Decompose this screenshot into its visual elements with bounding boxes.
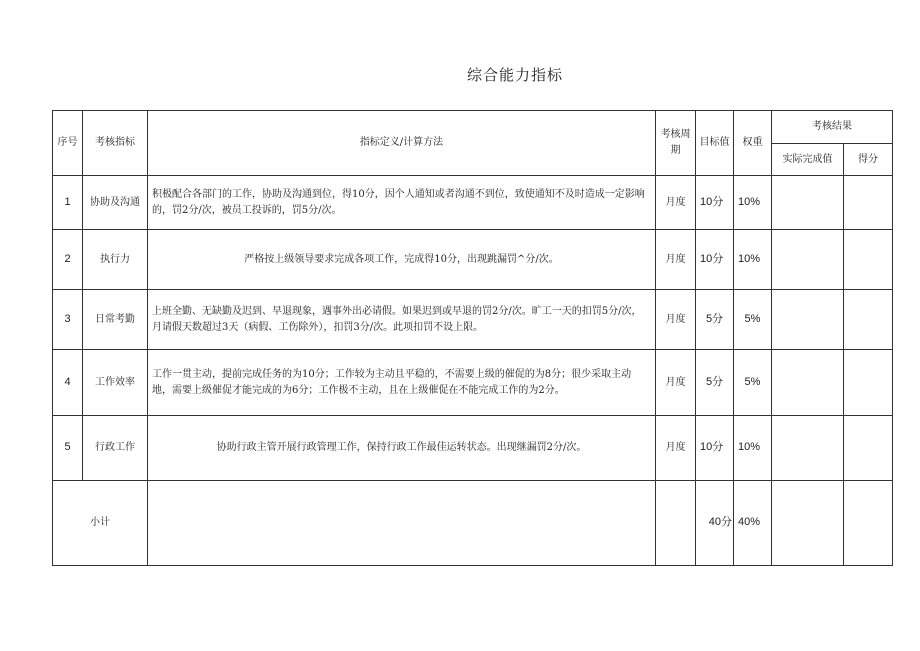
row-seq: 5: [53, 416, 83, 481]
row-seq: 4: [53, 350, 83, 416]
row-period: 月度: [656, 230, 696, 290]
row-weight: 10%: [734, 416, 772, 481]
row-definition: 协助行政主管开展行政管理工作，保持行政工作最佳运转状态。出现继漏罚2分/次。: [148, 416, 656, 481]
header-definition: 指标定义/计算方法: [148, 111, 656, 176]
row-definition: 上班全勤、无缺勤及迟到、早退现象，遇事外出必请假。如果迟到或早退的罚2分/次。旷工一天的扣罚5分/次，月请假天数超过3天（病假、工伤除外），扣罚3分/次。此项扣罚不设上限。: [148, 290, 656, 350]
header-row-1: [53, 111, 893, 144]
table-row: [53, 350, 893, 416]
subtotal-period: [656, 481, 696, 566]
row-item: 协助及沟通: [83, 176, 148, 230]
row-weight: 5%: [734, 290, 772, 350]
row-actual: [772, 416, 844, 481]
row-score: [844, 416, 893, 481]
header-seq: 序号: [53, 111, 83, 176]
row-seq: 1: [53, 176, 83, 230]
header-actual: 实际完成值: [772, 144, 844, 176]
row-score: [844, 176, 893, 230]
row-definition: 积极配合各部门的工作，协助及沟通到位，得10分，因个人通知或者沟通不到位，致使通知不及时造成一定影响的，罚2分/次，被员工投诉的，罚5分/次。: [148, 176, 656, 230]
row-actual: [772, 290, 844, 350]
row-target: 10分: [696, 230, 734, 290]
row-seq: 3: [53, 290, 83, 350]
page-title: 综合能力指标: [466, 66, 563, 84]
subtotal-definition: [148, 481, 656, 566]
row-item: 日常考勤: [83, 290, 148, 350]
row-weight: 5%: [734, 350, 772, 416]
row-target: 10分: [696, 416, 734, 481]
subtotal-target: 40分: [696, 481, 734, 566]
header-item: 考核指标: [83, 111, 148, 176]
row-period: 月度: [656, 176, 696, 230]
row-target: 5分: [696, 290, 734, 350]
row-actual: [772, 350, 844, 416]
row-definition: 严格按上级领导要求完成各项工作，完成得10分，出现跳漏罚^分/次。: [148, 230, 656, 290]
row-actual: [772, 176, 844, 230]
row-weight: 10%: [734, 176, 772, 230]
row-target: 10分: [696, 176, 734, 230]
header-weight: 权重: [734, 111, 772, 176]
table-row: [53, 416, 893, 481]
subtotal-label: 小计: [53, 481, 148, 566]
row-definition: 工作一贯主动，提前完成任务的为10分；工作较为主动且平稳的，不需要上级的催促的为8分；很少采取主动地，需要上级催促才能完成的为6分；工作极不主动，且在上级催促在不能完成工作的为2分。: [148, 350, 656, 416]
row-target: 5分: [696, 350, 734, 416]
row-item: 行政工作: [83, 416, 148, 481]
kpi-table: [52, 110, 893, 566]
table-row: [53, 176, 893, 230]
header-score: 得分: [844, 144, 893, 176]
row-period: 月度: [656, 290, 696, 350]
subtotal-score: [844, 481, 893, 566]
row-actual: [772, 230, 844, 290]
row-item: 执行力: [83, 230, 148, 290]
subtotal-weight: 40%: [734, 481, 772, 566]
row-seq: 2: [53, 230, 83, 290]
table-row: [53, 230, 893, 290]
row-score: [844, 230, 893, 290]
header-target: 目标值: [696, 111, 734, 176]
subtotal-row: [53, 481, 893, 566]
row-weight: 10%: [734, 230, 772, 290]
row-period: 月度: [656, 350, 696, 416]
subtotal-actual: [772, 481, 844, 566]
header-result: 考核结果: [772, 111, 893, 144]
header-period: 考核周期: [656, 111, 696, 176]
table-row: [53, 290, 893, 350]
row-score: [844, 350, 893, 416]
row-item: 工作效率: [83, 350, 148, 416]
row-period: 月度: [656, 416, 696, 481]
row-score: [844, 290, 893, 350]
